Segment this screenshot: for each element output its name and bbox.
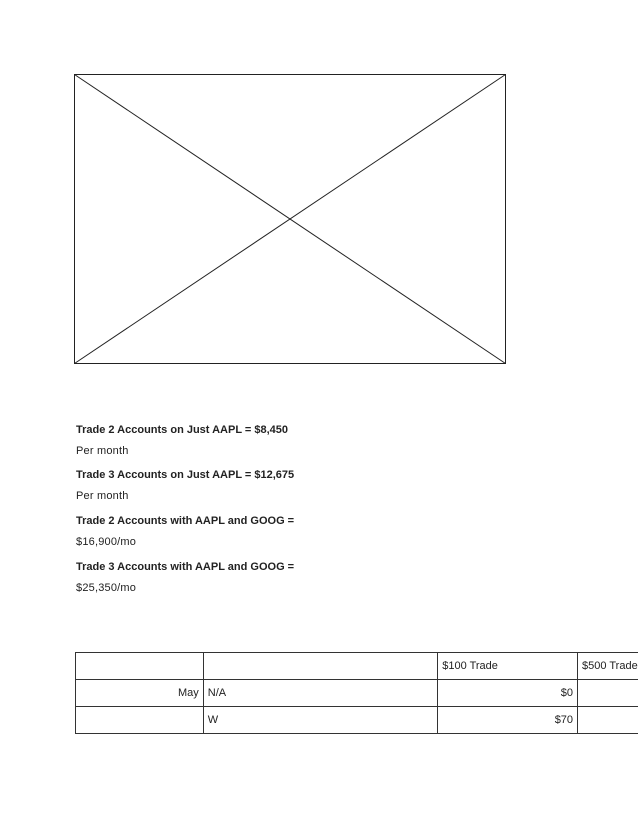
table-header-row: [76, 653, 638, 680]
promo-block-4: [76, 561, 294, 595]
table-row: [76, 707, 638, 734]
table-cell: $70: [438, 707, 578, 734]
promo-block-3: [76, 515, 294, 549]
table-row: [76, 680, 638, 707]
promo-subline: Per month: [76, 445, 129, 457]
promo-headline: Trade 2 Accounts on Just AAPL = $8,450: [76, 424, 289, 436]
promo-headline: Trade 2 Accounts with AAPL and GOOG =: [76, 515, 295, 527]
table-cell: N/A: [203, 680, 437, 707]
promo-subline: Per month: [76, 490, 129, 502]
trade-table-wrapper: [75, 652, 638, 734]
promo-subline: $16,900/mo: [76, 536, 137, 548]
table-header-100-trade: $100 Trade: [438, 653, 578, 680]
table-cell: $0: [438, 680, 578, 707]
image-placeholder-icon: [74, 74, 506, 364]
table-cell: [76, 653, 204, 680]
promo-block-2: [76, 469, 294, 503]
trade-table: [75, 652, 638, 734]
promo-subline: $25,350/mo: [76, 582, 137, 594]
promo-headline: Trade 3 Accounts with AAPL and GOOG =: [76, 561, 295, 573]
table-cell: [578, 680, 638, 707]
promo-block-1: [76, 424, 288, 458]
table-cell: W: [203, 707, 437, 734]
promo-headline: Trade 3 Accounts on Just AAPL = $12,675: [76, 469, 295, 481]
table-header-500-trade: $500 Trade: [578, 653, 638, 680]
table-cell: [203, 653, 437, 680]
table-cell: [578, 707, 638, 734]
table-cell: May: [76, 680, 204, 707]
table-cell: [76, 707, 204, 734]
image-placeholder: [74, 74, 506, 364]
